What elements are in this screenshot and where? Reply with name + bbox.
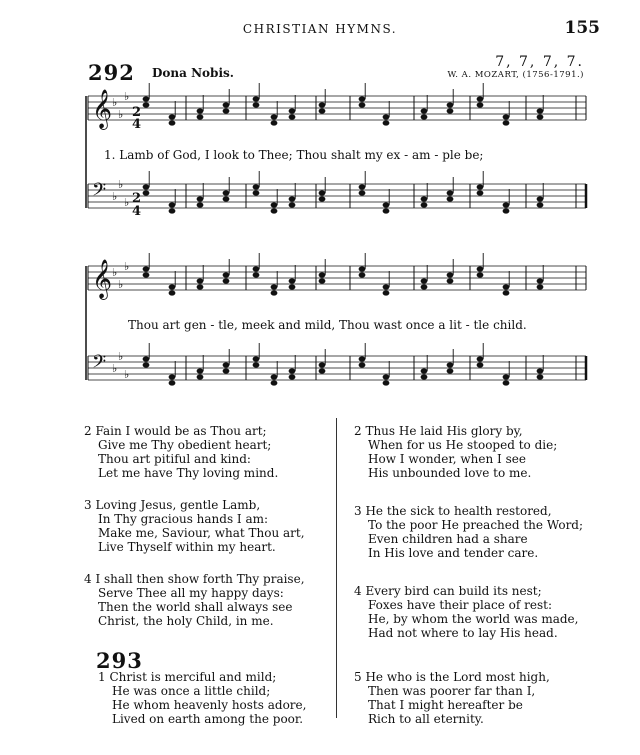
note-head <box>537 108 544 113</box>
flat-icon: ♭ <box>124 368 130 381</box>
page-number: 155 <box>564 18 600 38</box>
note-head <box>253 266 260 271</box>
note-head <box>319 196 326 201</box>
note-head <box>289 278 296 283</box>
note-head <box>383 374 390 379</box>
note-head <box>289 284 296 289</box>
note-head <box>319 190 326 195</box>
note-head <box>253 96 260 101</box>
treble-clef-icon: 𝄞 <box>92 259 113 299</box>
note-head <box>421 114 428 119</box>
note-head <box>223 108 230 113</box>
note-head <box>503 380 510 385</box>
note-head <box>197 284 204 289</box>
note-head <box>503 374 510 379</box>
lyric-line-2: Thou art gen - tle, meek and mild, Thou wast once a lit - tle child. <box>128 318 527 332</box>
note-head <box>223 368 230 373</box>
note-head <box>289 114 296 119</box>
hymn-number-293: 293 <box>96 648 143 673</box>
note-head <box>447 278 454 283</box>
note-head <box>477 362 484 367</box>
note-head <box>197 114 204 119</box>
note-head <box>447 368 454 373</box>
note-head <box>271 374 278 379</box>
note-head <box>271 208 278 213</box>
note-head <box>537 284 544 289</box>
note-head <box>503 284 510 289</box>
note-head <box>223 272 230 277</box>
note-head <box>477 266 484 271</box>
note-head <box>503 114 510 119</box>
note-head <box>223 196 230 201</box>
note-head <box>383 120 390 125</box>
note-head <box>537 114 544 119</box>
note-head <box>169 374 176 379</box>
note-head <box>319 102 326 107</box>
time-signature: 4 <box>132 204 142 219</box>
note-head <box>319 368 326 373</box>
flat-icon: ♭ <box>112 266 118 279</box>
note-head <box>477 102 484 107</box>
note-head <box>383 284 390 289</box>
note-head <box>477 356 484 361</box>
flat-icon: ♭ <box>118 278 124 291</box>
note-head <box>383 380 390 385</box>
note-head <box>197 202 204 207</box>
note-head <box>447 190 454 195</box>
note-head <box>477 272 484 277</box>
note-head <box>169 380 176 385</box>
flat-icon: ♭ <box>124 260 130 273</box>
note-head <box>169 284 176 289</box>
note-head <box>537 202 544 207</box>
verse-right-5: 5 He who is the Lord most high, Then was poorer far than I, That I might hereafter be Rich to all eternity. <box>354 670 550 726</box>
note-head <box>223 102 230 107</box>
note-head <box>421 202 428 207</box>
note-head <box>537 278 544 283</box>
note-head <box>253 272 260 277</box>
note-head <box>477 190 484 195</box>
note-head <box>143 190 150 195</box>
note-head <box>383 208 390 213</box>
verse-right-2: 2 Thus He laid His glory by, When for us He stooped to die; How I wonder, when I see His unbounded love to me. <box>354 424 558 480</box>
note-head <box>359 190 366 195</box>
note-head <box>359 356 366 361</box>
flat-icon: ♭ <box>118 108 124 121</box>
note-head <box>197 374 204 379</box>
note-head <box>537 374 544 379</box>
note-head <box>359 272 366 277</box>
verse-right-4: 4 Every bird can build its nest; Foxes have their place of rest: He, by whom the world was made, Had not where to lay His head. <box>354 584 579 640</box>
column-divider <box>336 418 337 718</box>
composer: W. A. MOZART, (1756-1791.) <box>447 70 584 80</box>
note-head <box>421 108 428 113</box>
note-head <box>169 114 176 119</box>
flat-icon: ♭ <box>112 96 118 109</box>
note-head <box>319 108 326 113</box>
note-head <box>169 202 176 207</box>
note-head <box>537 196 544 201</box>
verse-left-2: 2 Fain I would be as Thou art; Give me Thy obedient heart; Thou art pitiful and kind: Let me have Thy loving mind. <box>84 424 279 480</box>
hymn-293-verse-1: 1 Christ is merciful and mild; He was once a little child; He whom heavenly hosts adore, Lived on earth among the poor. <box>98 670 307 726</box>
note-head <box>253 102 260 107</box>
note-head <box>421 368 428 373</box>
note-head <box>319 272 326 277</box>
bass-clef-icon: 𝄢 <box>92 352 107 377</box>
note-head <box>359 102 366 107</box>
note-head <box>421 284 428 289</box>
verse-left-3: 3 Loving Jesus, gentle Lamb, In Thy gracious hands I am: Make me, Saviour, what Thou art, Live Thyself within my heart. <box>84 498 305 554</box>
note-head <box>421 196 428 201</box>
note-head <box>383 290 390 295</box>
note-head <box>503 202 510 207</box>
time-signature: 4 <box>132 117 142 132</box>
flat-icon: ♭ <box>112 190 118 203</box>
note-head <box>447 108 454 113</box>
note-head <box>253 356 260 361</box>
note-head <box>271 284 278 289</box>
note-head <box>143 102 150 107</box>
note-head <box>143 272 150 277</box>
note-head <box>271 380 278 385</box>
note-head <box>271 202 278 207</box>
flat-icon: ♭ <box>124 196 130 209</box>
note-head <box>197 278 204 283</box>
note-head <box>447 272 454 277</box>
note-head <box>143 96 150 101</box>
verse-right-3: 3 He the sick to health restored, To the poor He preached the Word; Even children had a share In His love and tender care. <box>354 504 584 560</box>
note-head <box>223 190 230 195</box>
note-head <box>383 202 390 207</box>
flat-icon: ♭ <box>124 90 130 103</box>
note-head <box>359 266 366 271</box>
note-head <box>289 368 296 373</box>
note-head <box>319 362 326 367</box>
note-head <box>359 362 366 367</box>
treble-clef-icon: 𝄞 <box>92 89 113 129</box>
note-head <box>421 278 428 283</box>
flat-icon: ♭ <box>112 362 118 375</box>
note-head <box>223 278 230 283</box>
note-head <box>271 114 278 119</box>
note-head <box>289 202 296 207</box>
note-head <box>143 356 150 361</box>
note-head <box>253 184 260 189</box>
flat-icon: ♭ <box>118 178 124 191</box>
hymn-number-292: 292 <box>88 60 135 85</box>
note-head <box>289 374 296 379</box>
note-head <box>169 290 176 295</box>
note-head <box>143 184 150 189</box>
bass-clef-icon: 𝄢 <box>92 180 107 205</box>
note-head <box>289 196 296 201</box>
note-head <box>289 108 296 113</box>
note-head <box>503 208 510 213</box>
note-head <box>253 190 260 195</box>
note-head <box>271 290 278 295</box>
note-head <box>359 184 366 189</box>
note-head <box>537 368 544 373</box>
note-head <box>253 362 260 367</box>
note-head <box>169 208 176 213</box>
flat-icon: ♭ <box>118 350 124 363</box>
note-head <box>143 266 150 271</box>
note-head <box>477 184 484 189</box>
note-head <box>223 362 230 367</box>
note-head <box>143 362 150 367</box>
note-head <box>503 290 510 295</box>
note-head <box>197 368 204 373</box>
note-head <box>271 120 278 125</box>
note-head <box>197 196 204 201</box>
note-head <box>359 96 366 101</box>
note-head <box>447 196 454 201</box>
note-head <box>477 96 484 101</box>
note-head <box>421 374 428 379</box>
verse-left-4: 4 I shall then show forth Thy praise, Serve Thee all my happy days: Then the world shall always see Christ, the holy Child, in me. <box>84 572 305 628</box>
time-signature: 2 <box>132 105 142 120</box>
note-head <box>319 278 326 283</box>
lyric-line-1: 1. Lamb of God, I look to Thee; Thou shalt my ex - am - ple be; <box>104 148 484 162</box>
note-head <box>383 114 390 119</box>
running-head: CHRISTIAN HYMNS. <box>242 22 398 36</box>
meter: 7, 7, 7, 7. <box>495 54 584 70</box>
note-head <box>447 362 454 367</box>
note-head <box>503 120 510 125</box>
note-head <box>447 102 454 107</box>
tune-name: Dona Nobis. <box>152 66 234 80</box>
note-head <box>169 120 176 125</box>
note-head <box>197 108 204 113</box>
time-signature: 2 <box>132 191 142 206</box>
